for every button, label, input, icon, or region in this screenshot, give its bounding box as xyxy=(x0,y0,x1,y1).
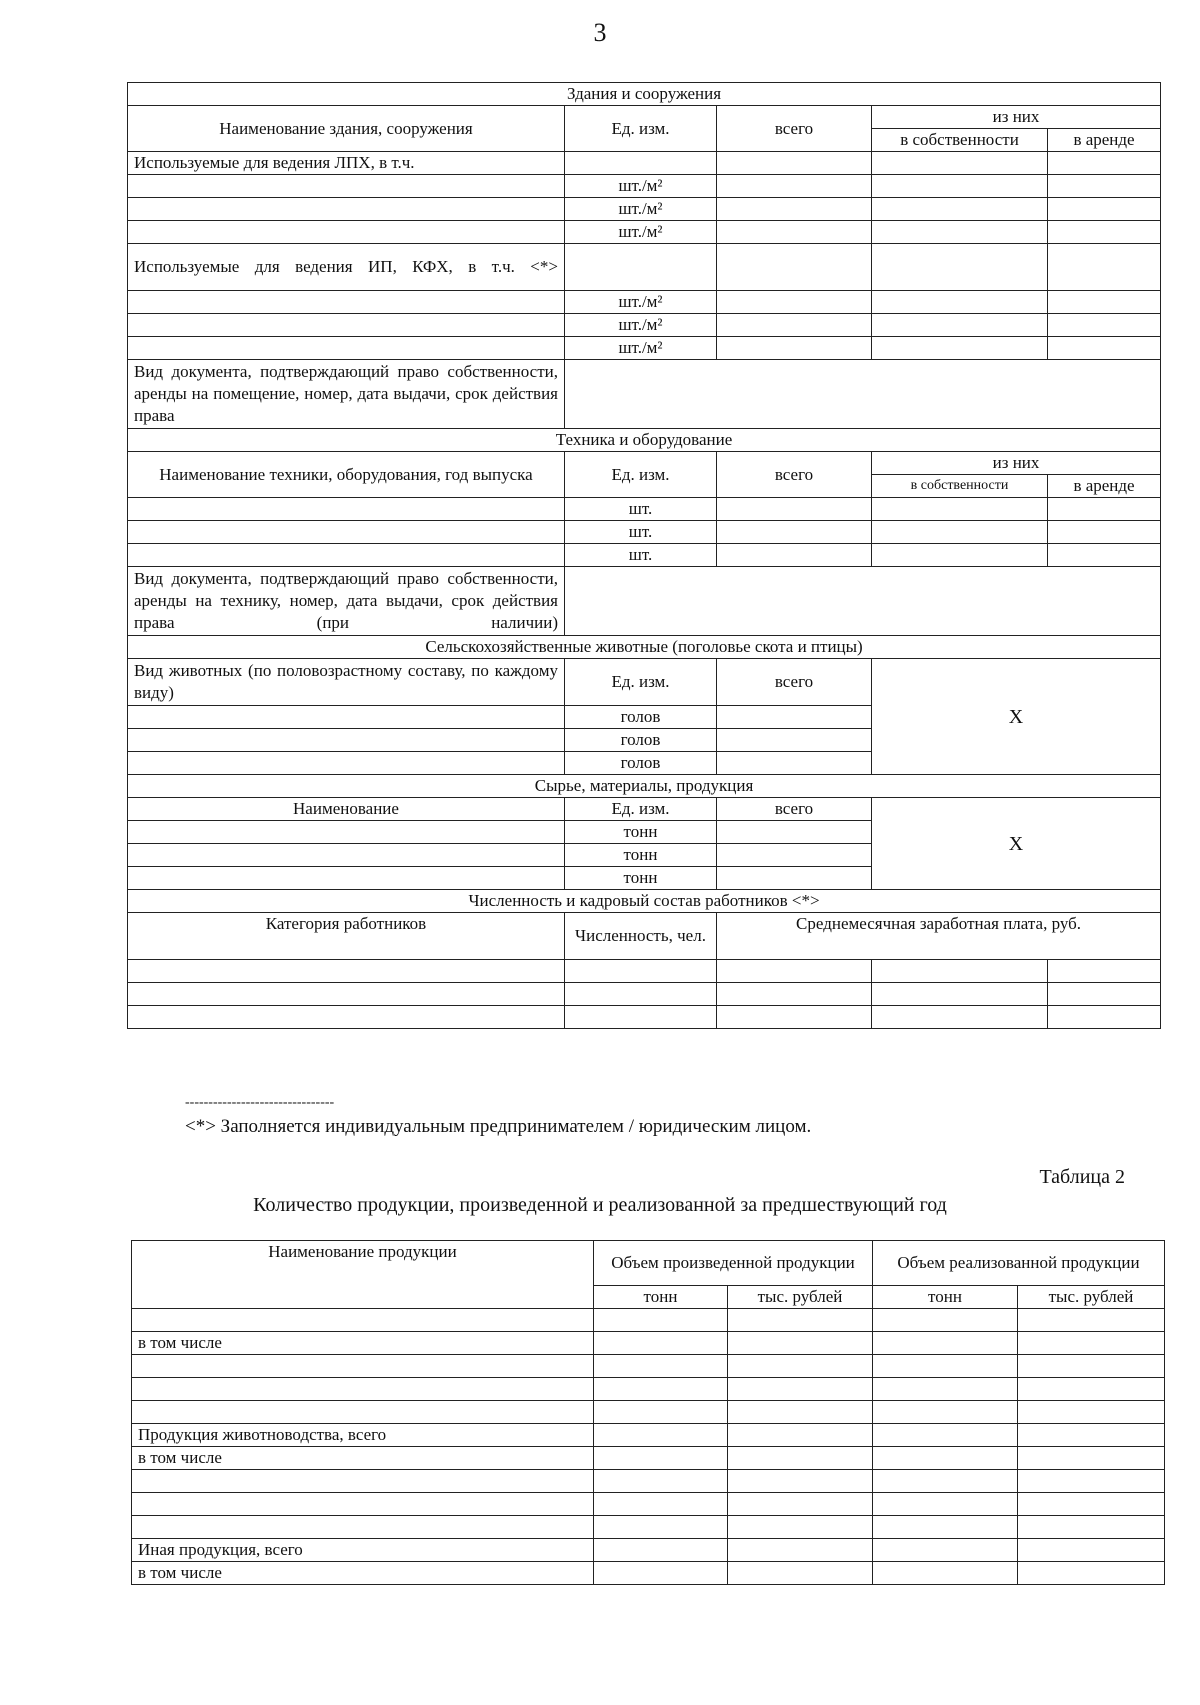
table-row xyxy=(132,1332,1165,1355)
animals-section-title: Сельскохозяйственные животные (поголовье скота и птицы) xyxy=(128,636,1161,659)
equipment-col-of-them: из них xyxy=(872,452,1161,475)
materials-section-title: Сырье, материалы, продукция xyxy=(128,775,1161,798)
footnote-separator: -------------------------------- xyxy=(185,1095,335,1110)
table-row xyxy=(128,960,1161,983)
buildings-doc-value[interactable] xyxy=(565,360,1161,429)
buildings-col-total: всего xyxy=(717,106,872,152)
row-label: в том числе xyxy=(132,1447,594,1470)
table-row xyxy=(132,1378,1165,1401)
buildings-group1-label: Используемые для ведения ЛПХ, в т.ч. xyxy=(128,152,565,175)
staff-section-title: Численность и кадровый состав работников <*> xyxy=(128,890,1161,913)
table-row xyxy=(128,337,1161,360)
buildings-doc-label: Вид документа, подтверждающий право собственности, аренды на помещение, номер, дата выдачи, срок действия права xyxy=(128,360,565,429)
row-label: в том числе xyxy=(132,1562,594,1585)
table-row xyxy=(128,521,1161,544)
equipment-col-unit: Ед. изм. xyxy=(565,452,717,498)
equipment-col-rented: в аренде xyxy=(1048,475,1161,498)
unit-cell: тонн xyxy=(565,844,717,867)
production-col-sold: Объем реализованной продукции xyxy=(873,1241,1165,1286)
unit-cell: тонн xyxy=(565,821,717,844)
buildings-col-rented: в аренде xyxy=(1048,129,1161,152)
buildings-col-name: Наименование здания, сооружения xyxy=(128,106,565,152)
page-number: 3 xyxy=(593,18,607,47)
unit-cell: голов xyxy=(565,706,717,729)
table-row xyxy=(132,1539,1165,1562)
equipment-section-title: Техника и оборудование xyxy=(128,429,1161,452)
sold-col-rub: тыс. рублей xyxy=(1018,1286,1165,1309)
table-row xyxy=(132,1355,1165,1378)
table-row xyxy=(132,1516,1165,1539)
resources-table xyxy=(127,82,1161,1029)
table-row xyxy=(132,1470,1165,1493)
materials-x-mark: X xyxy=(872,798,1161,890)
table-row xyxy=(128,498,1161,521)
equipment-col-total: всего xyxy=(717,452,872,498)
unit-cell: шт. xyxy=(565,544,717,567)
buildings-col-owned: в собственности xyxy=(872,129,1048,152)
animals-col-name: Вид животных (по половозрастному составу, по каждому виду) xyxy=(128,659,565,706)
staff-col-salary: Среднемесячная заработная плата, руб. xyxy=(717,913,1161,960)
unit-cell: голов xyxy=(565,729,717,752)
table-row xyxy=(128,544,1161,567)
produced-col-rub: тыс. рублей xyxy=(728,1286,873,1309)
production-col-name: Наименование продукции xyxy=(132,1241,594,1309)
table-row xyxy=(132,1447,1165,1470)
unit-cell: голов xyxy=(565,752,717,775)
materials-col-unit: Ед. изм. xyxy=(565,798,717,821)
table-row xyxy=(128,198,1161,221)
animals-x-mark: X xyxy=(872,659,1161,775)
table-row xyxy=(128,983,1161,1006)
table-row xyxy=(128,175,1161,198)
table-row xyxy=(128,314,1161,337)
row-label: Продукция животноводства, всего xyxy=(132,1424,594,1447)
sold-col-tons: тонн xyxy=(873,1286,1018,1309)
unit-cell: шт. xyxy=(565,498,717,521)
table-row xyxy=(128,1006,1161,1029)
equipment-col-owned: в собственности xyxy=(872,475,1048,498)
production-col-produced: Объем произведенной продукции xyxy=(594,1241,873,1286)
equipment-col-name: Наименование техники, оборудования, год выпуска xyxy=(128,452,565,498)
table-row xyxy=(128,221,1161,244)
equipment-doc-label: Вид документа, подтверждающий право собственности, аренды на технику, номер, дата выдачи, срок действия права (при наличии) xyxy=(128,567,565,636)
unit-cell: шт./м² xyxy=(565,198,717,221)
equipment-doc-value[interactable] xyxy=(565,567,1161,636)
materials-col-name: Наименование xyxy=(128,798,565,821)
unit-cell: шт./м² xyxy=(565,314,717,337)
table2-title: Количество продукции, произведенной и реализованной за предшествующий год xyxy=(253,1194,947,1216)
buildings-col-unit: Ед. изм. xyxy=(565,106,717,152)
unit-cell: шт./м² xyxy=(565,337,717,360)
table-row xyxy=(132,1401,1165,1424)
table-row xyxy=(132,1493,1165,1516)
staff-col-count: Численность, чел. xyxy=(565,913,717,960)
buildings-col-of-them: из них xyxy=(872,106,1161,129)
unit-cell: шт. xyxy=(565,521,717,544)
footnote: <*> Заполняется индивидуальным предпринимателем / юридическим лицом. xyxy=(185,1116,812,1137)
buildings-group2-label: Используемые для ведения ИП, КФХ, в т.ч. <*> xyxy=(128,244,565,291)
table-row xyxy=(132,1309,1165,1332)
table-row xyxy=(132,1562,1165,1585)
unit-cell: шт./м² xyxy=(565,175,717,198)
materials-col-total: всего xyxy=(717,798,872,821)
animals-col-unit: Ед. изм. xyxy=(565,659,717,706)
unit-cell: шт./м² xyxy=(565,291,717,314)
production-table xyxy=(131,1240,1165,1585)
table-row xyxy=(128,291,1161,314)
animals-col-total: всего xyxy=(717,659,872,706)
unit-cell: шт./м² xyxy=(565,221,717,244)
buildings-section-title: Здания и сооружения xyxy=(128,83,1161,106)
table2-label: Таблица 2 xyxy=(1039,1166,1125,1188)
row-label: Иная продукция, всего xyxy=(132,1539,594,1562)
staff-col-category: Категория работников xyxy=(128,913,565,960)
unit-cell: тонн xyxy=(565,867,717,890)
produced-col-tons: тонн xyxy=(594,1286,728,1309)
row-label: в том числе xyxy=(132,1332,594,1355)
table-row xyxy=(132,1424,1165,1447)
